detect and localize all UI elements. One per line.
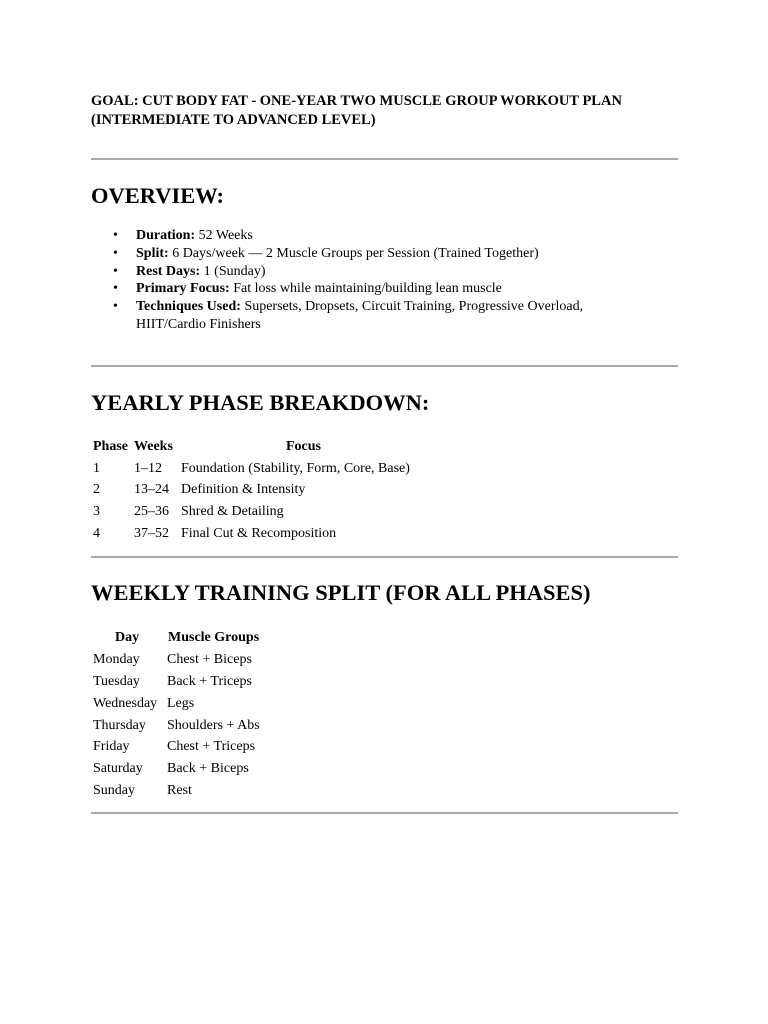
item-label: Rest Days: [136, 263, 201, 279]
weekly-split-heading: WEEKLY TRAINING SPLIT (FOR ALL PHASES) [91, 580, 591, 605]
muscle-groups-cell: Legs [167, 695, 195, 711]
bullet-icon: • [113, 299, 118, 315]
weeks-cell: 37–52 [134, 526, 169, 542]
split-table [93, 627, 307, 802]
table-row [93, 758, 307, 780]
muscle-groups-cell: Back + Biceps [167, 761, 249, 777]
table-row [93, 649, 307, 671]
day-cell: Saturday [93, 761, 143, 777]
item-label: Primary Focus: [136, 281, 230, 297]
phase-breakdown-heading: YEARLY PHASE BREAKDOWN: [91, 390, 430, 415]
table-header-row [93, 436, 441, 458]
overview-heading: OVERVIEW: [91, 183, 224, 208]
table-row [93, 501, 441, 523]
list-item [91, 280, 678, 298]
muscle-groups-cell: Shoulders + Abs [167, 717, 260, 733]
day-cell: Tuesday [93, 673, 140, 689]
divider [91, 556, 678, 558]
phase-cell: 3 [93, 504, 100, 520]
weeks-cell: 25–36 [134, 504, 169, 520]
divider [91, 158, 678, 160]
column-header-weeks: Weeks [134, 438, 173, 454]
focus-cell: Foundation (Stability, Form, Core, Base) [181, 460, 410, 476]
item-label: Techniques Used: [136, 299, 241, 315]
muscle-groups-cell: Chest + Triceps [167, 739, 256, 755]
table-row [93, 458, 441, 480]
table-row [93, 780, 307, 802]
bullet-icon: • [113, 245, 118, 261]
goal-title-line-1: GOAL: CUT BODY FAT - ONE-YEAR TWO MUSCLE GROUP WORKOUT PLAN [91, 93, 622, 109]
overview-list [91, 227, 678, 334]
table-row [93, 523, 441, 545]
item-text: 6 Days/week — 2 Muscle Groups per Session (Trained Together) [168, 245, 539, 261]
column-header-focus: Focus [286, 438, 321, 454]
focus-cell: Definition & Intensity [181, 482, 306, 498]
list-item [91, 245, 678, 263]
table-row [93, 480, 441, 502]
muscle-groups-cell: Back + Triceps [167, 673, 252, 689]
phase-table [93, 436, 441, 545]
day-cell: Thursday [93, 717, 146, 733]
item-text-continued: HIIT/Cardio Finishers [136, 316, 261, 332]
bullet-icon: • [113, 228, 118, 243]
phase-cell: 4 [93, 526, 100, 542]
day-cell: Sunday [93, 783, 135, 799]
goal-title [91, 92, 678, 130]
list-item [91, 263, 678, 281]
item-text: Fat loss while maintaining/building lean muscle [229, 281, 502, 297]
list-item [91, 227, 678, 245]
column-header-muscle-groups: Muscle Groups [168, 629, 260, 645]
bullet-icon: • [113, 281, 118, 297]
table-row [93, 693, 307, 715]
item-text: 52 Weeks [195, 228, 253, 243]
item-label: Duration: [136, 228, 196, 243]
muscle-groups-cell: Rest [167, 783, 192, 799]
day-cell: Friday [93, 739, 130, 755]
goal-title-line-2: (INTERMEDIATE TO ADVANCED LEVEL) [91, 112, 376, 128]
column-header-day: Day [115, 629, 140, 645]
column-header-phase: Phase [93, 438, 128, 454]
table-row [93, 736, 307, 758]
divider [91, 812, 678, 814]
bullet-icon: • [113, 263, 118, 279]
divider [91, 365, 678, 367]
table-row [93, 671, 307, 693]
table-row [93, 715, 307, 737]
focus-cell: Final Cut & Recomposition [181, 526, 337, 542]
list-item [91, 298, 678, 334]
day-cell: Monday [93, 651, 140, 667]
table-header-row [93, 627, 307, 649]
weeks-cell: 1–12 [134, 460, 162, 476]
focus-cell: Shred & Detailing [181, 504, 284, 520]
item-label: Split: [136, 245, 169, 261]
phase-cell: 1 [93, 460, 100, 476]
item-text: Supersets, Dropsets, Circuit Training, Progressive Overload, [240, 299, 584, 315]
item-text: 1 (Sunday) [200, 263, 266, 279]
weeks-cell: 13–24 [134, 482, 169, 498]
phase-cell: 2 [93, 482, 100, 498]
muscle-groups-cell: Chest + Biceps [167, 651, 252, 667]
day-cell: Wednesday [93, 695, 158, 711]
